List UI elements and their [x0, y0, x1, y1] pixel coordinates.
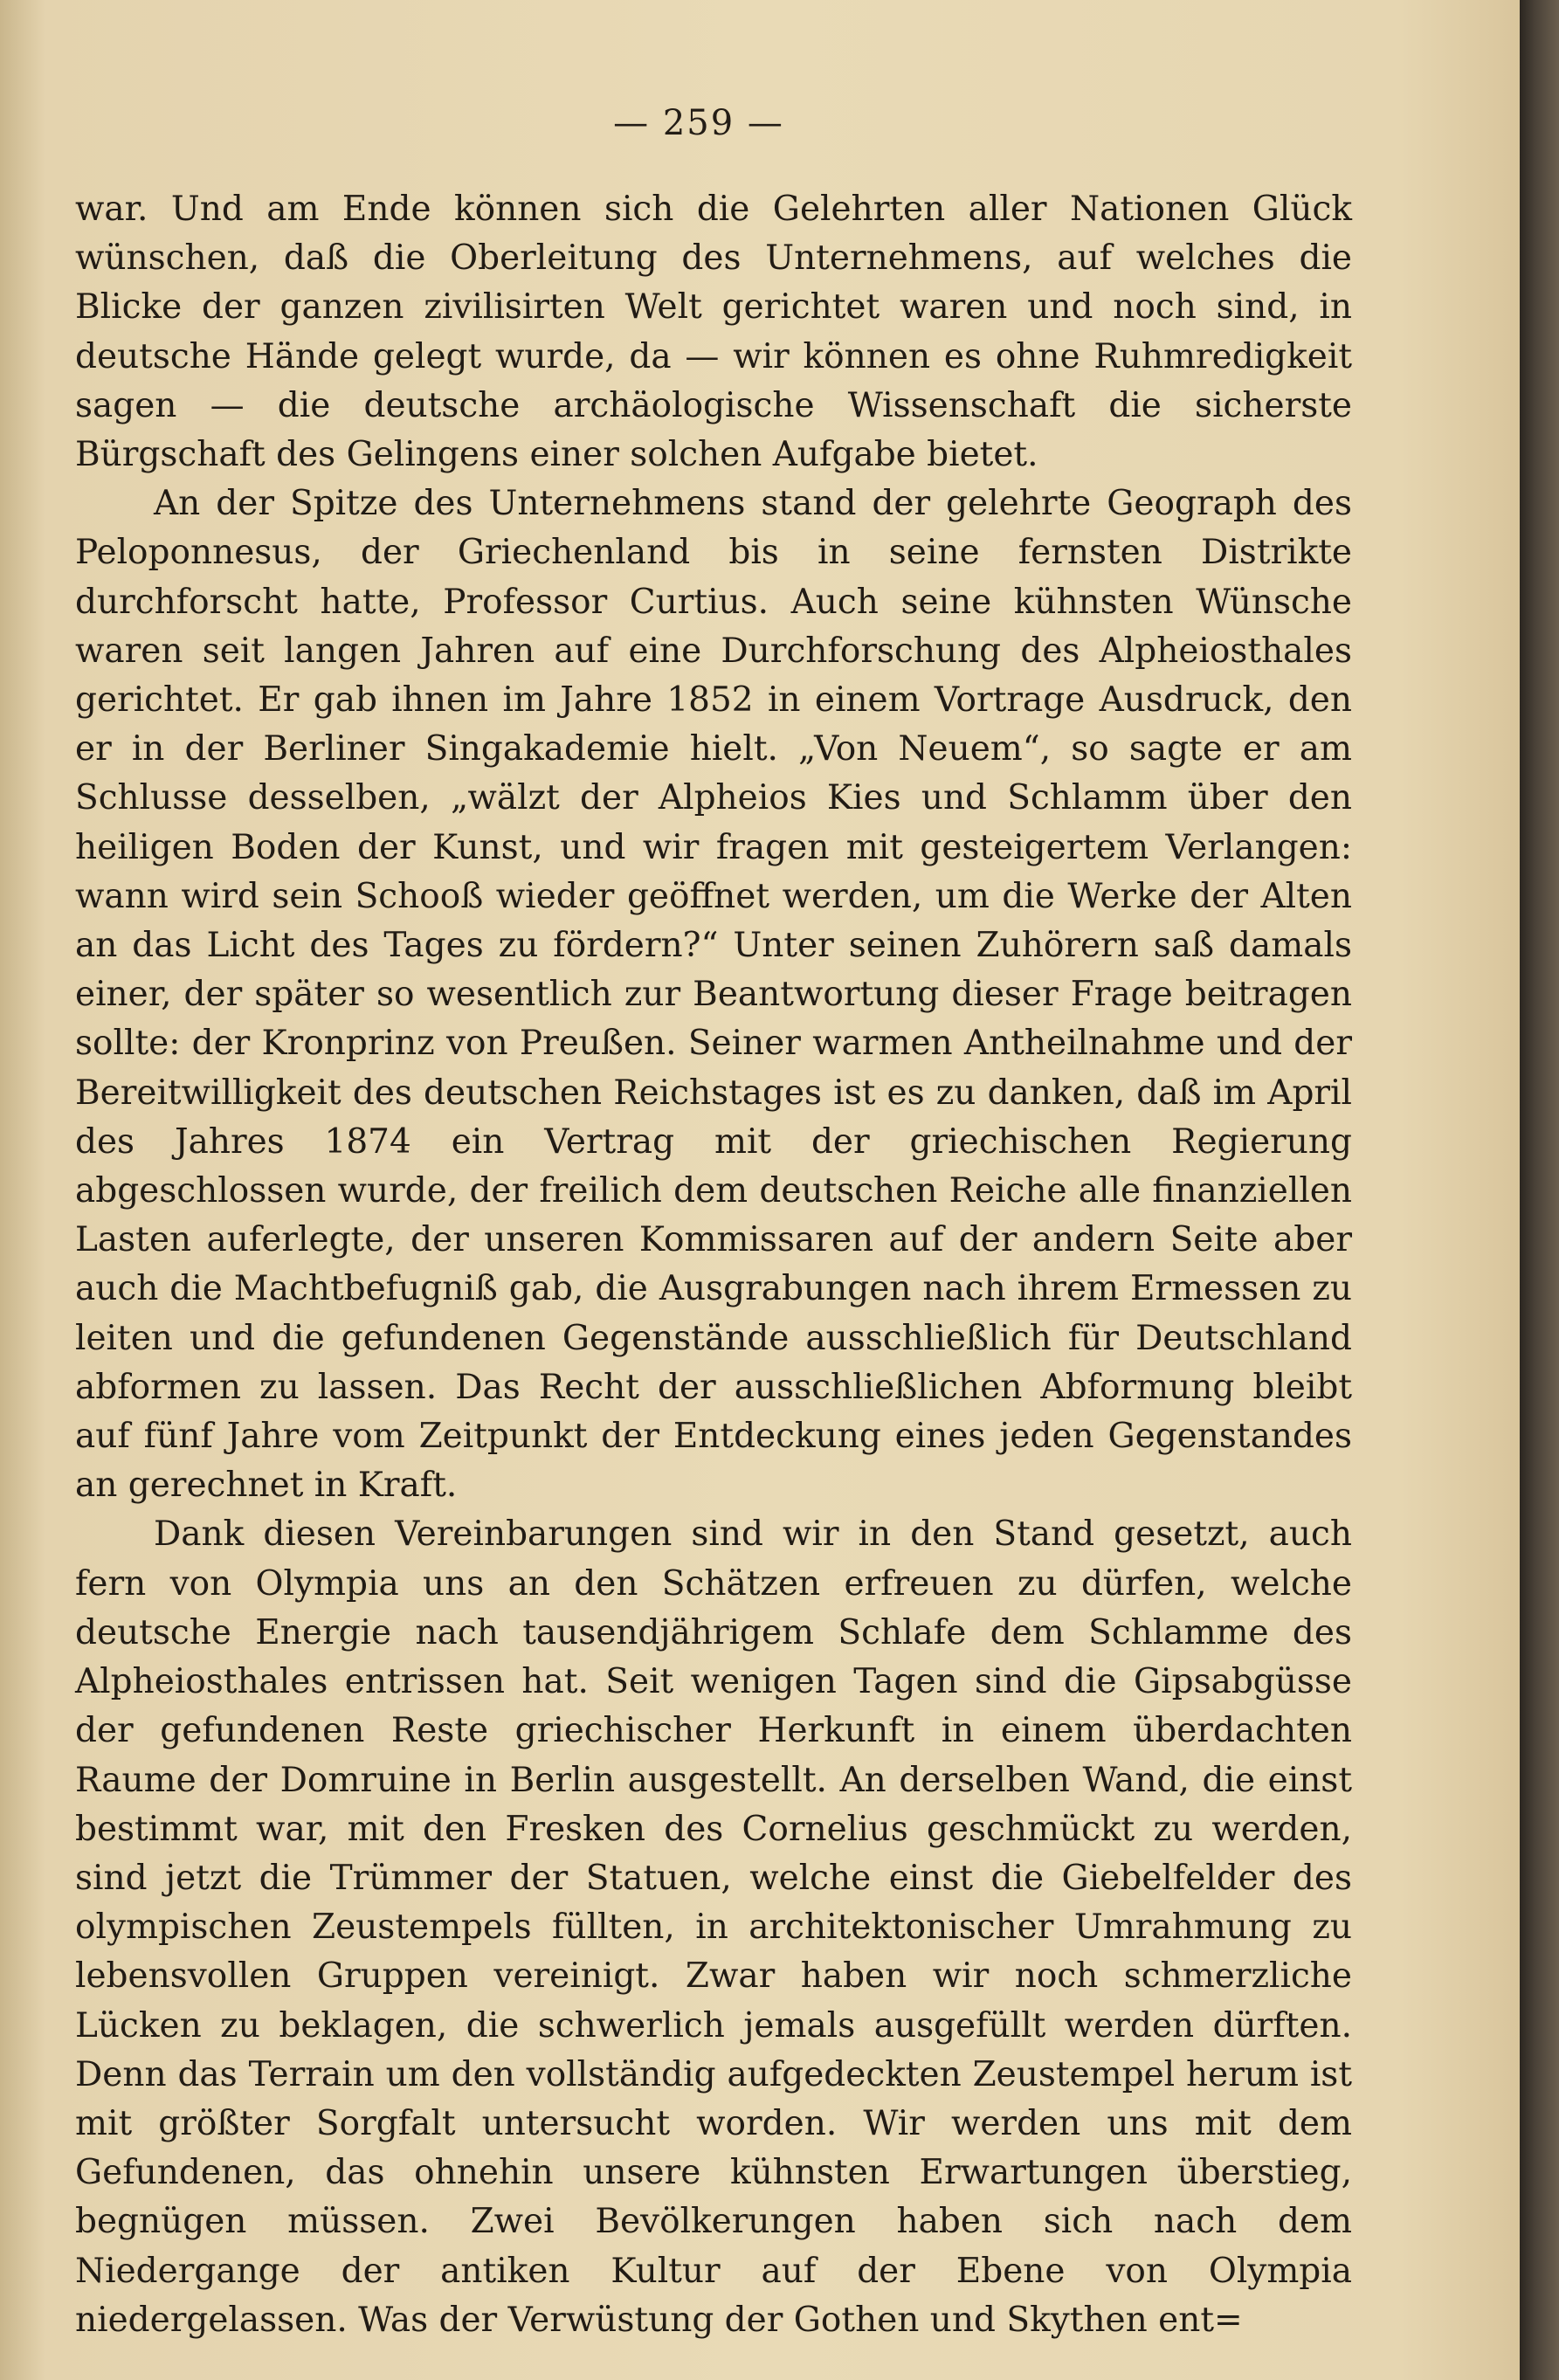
page-number: — 259 —	[613, 103, 784, 143]
book-spine-edge	[1520, 0, 1559, 2380]
paragraph: war. Und am Ende können sich die Gelehrten aller Nationen Glück wünschen, daß die Oberleitung des Unternehmens, auf welches die Blicke der ganzen zivilisirten Welt gerichtet waren und noch sind, in deutsche Hände gelegt wurde, da — wir können es ohne Ruhmredigkeit sagen — die deutsche archäologische Wissenschaft die sicherste Bürgschaft des Gelingens einer solchen Aufgabe bietet.	[75, 190, 1352, 475]
paragraph: Dank diesen Vereinbarungen sind wir in den Stand gesetzt, auch fern von Olympia uns an den Schätzen erfreuen zu dürfen, welche deutsche Energie nach tausendjährigem Schlafe dem Schlamme des Alpheiosthales entrissen hat. Seit wenigen Tagen sind die Gipsabgüsse der gefundenen Reste griechischer Herkunft in einem überdachten Raume der Domruine in Berlin ausgestellt. An derselben Wand, die einst bestimmt war, mit den Fresken des Cornelius geschmückt zu werden, sind jetzt die Trümmer der Statuen, welche einst die Giebelfelder des olympischen Zeustempels füllten, in architektonischer Umrahmung zu lebensvollen Gruppen vereinigt. Zwar haben wir noch schmerzliche Lücken zu beklagen, die schwerlich jemals ausgefüllt werden dürften. Denn das Terrain um den vollständig aufgedeckten Zeustempel herum ist mit größter Sorgfalt untersucht worden. Wir werden uns mit dem Gefundenen, das ohnehin unsere kühnsten Erwartungen überstieg, begnügen müssen. Zwei Bevölkerungen haben sich nach dem Niedergange der antiken Kultur auf der Ebene von Olympia niedergelassen. Was der Verwüstung der Gothen und Skythen ent=	[75, 1514, 1352, 2340]
paragraph: An der Spitze des Unternehmens stand der gelehrte Geograph des Peloponnesus, der Griechenland bis in seine fernsten Distrikte durchforscht hatte, Professor Curtius. Auch seine kühnsten Wünsche waren seit langen Jahren auf eine Durchforschung des Alpheiosthales gerichtet. Er gab ihnen im Jahre 1852 in einem Vortrage Ausdruck, den er in der Berliner Singakademie hielt. „Von Neuem“, so sagte er am Schlusse desselben, „wälzt der Alpheios Kies und Schlamm über den heiligen Boden der Kunst, und wir fragen mit gesteigertem Verlangen: wann wird sein Schooß wieder geöffnet werden, um die Werke der Alten an das Licht des Tages zu fördern?“ Unter seinen Zuhörern saß damals einer, der später so wesentlich zur Beantwortung dieser Frage beitragen sollte: der Kronprinz von Preußen. Seiner warmen Antheilnahme und der Bereitwilligkeit des deutschen Reichstages ist es zu danken, daß im April des Jahres 1874 ein Vertrag mit der griechischen Regierung abgeschlossen wurde, der freilich dem deutschen Reiche alle finanziellen Lasten auferlegte, der unseren Kommissaren auf der andern Seite aber auch die Machtbefugniß gab, die Ausgrabungen nach ihrem Ermessen zu leiten und die gefundenen Gegenstände ausschließlich für Deutschland abformen zu lassen. Das Recht der ausschließlichen Abformung bleibt auf fünf Jahre vom Zeitpunkt der Entdeckung eines jeden Gegenstandes an gerechnet in Kraft.	[75, 484, 1352, 1506]
body-text	[75, 185, 1352, 2345]
